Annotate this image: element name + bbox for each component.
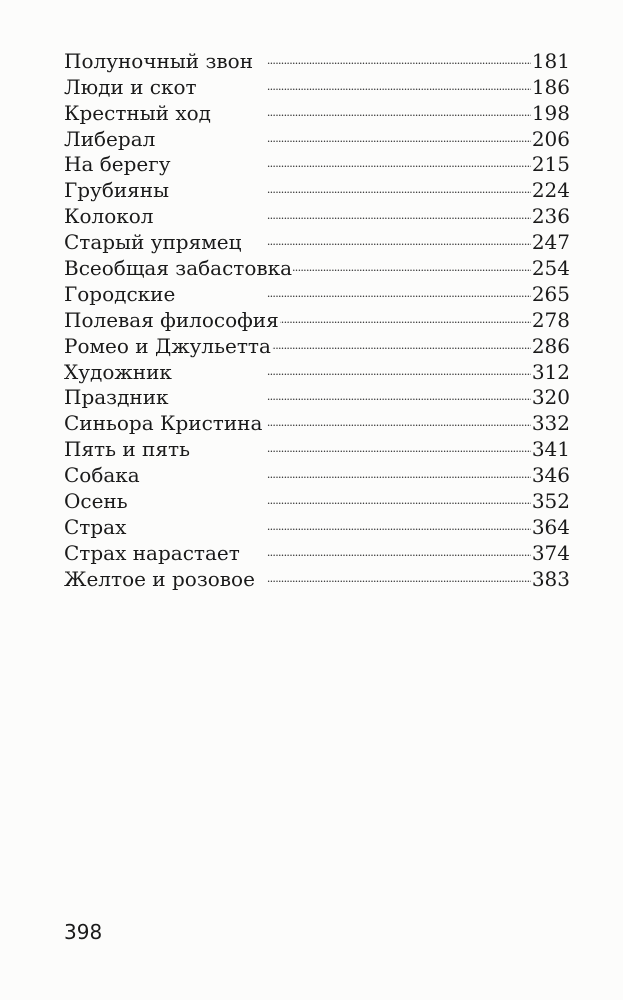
dot-leader [129, 482, 531, 508]
dot-leader [280, 301, 531, 327]
dot-leader [170, 379, 531, 405]
toc-entry-page: 374 [531, 540, 570, 565]
toc-entry-page: 278 [531, 307, 570, 332]
dot-leader [156, 120, 530, 146]
toc-entry [64, 42, 570, 73]
toc-entry-page: 352 [531, 489, 570, 514]
toc-entry-title: Люди и скот [64, 74, 197, 99]
toc-entry-title: На берегу [64, 152, 171, 177]
toc-entry-page: 265 [531, 281, 570, 306]
toc-entry-title: Желтое и розовое [64, 566, 255, 591]
toc-entry-page: 332 [531, 411, 570, 436]
toc-entry-title: Синьора Кристина [64, 411, 263, 436]
toc-entry-title: Крестный ход [64, 100, 211, 125]
dot-leader [241, 534, 531, 560]
dot-leader [127, 508, 530, 534]
toc-entry [64, 534, 570, 565]
toc-entry-page: 254 [531, 256, 570, 281]
dot-leader [272, 327, 531, 353]
toc-entry-page: 383 [531, 566, 570, 591]
toc-entry-page: 198 [531, 100, 570, 125]
toc-entry-title: Пять и пять [64, 437, 190, 462]
dot-leader [256, 560, 531, 586]
dot-leader [263, 404, 530, 430]
dot-leader [155, 197, 531, 223]
dot-leader [141, 456, 531, 482]
toc-entry-page: 247 [531, 230, 570, 255]
toc-entry-title: Ромео и Джульетта [64, 333, 271, 358]
toc-entry-page: 320 [531, 385, 570, 410]
dot-leader [176, 275, 531, 301]
toc-entry-title: Всеобщая забастовка [64, 256, 293, 281]
toc-entry-page: 215 [531, 152, 570, 177]
toc-entry-page: 206 [531, 126, 570, 151]
toc-entry-title: Праздник [64, 385, 169, 410]
dot-leader [242, 223, 530, 249]
dot-leader [171, 146, 530, 172]
toc-entry-title: Старый упрямец [64, 230, 242, 255]
toc-entry-title: Колокол [64, 204, 154, 229]
dot-leader [191, 430, 531, 456]
dot-leader [173, 353, 531, 379]
toc-entry-title: Либерал [64, 126, 156, 151]
toc-entry-page: 186 [531, 74, 570, 99]
dot-leader [293, 249, 531, 275]
toc-entry-page: 312 [531, 359, 570, 384]
toc-entry-title: Грубияны [64, 178, 170, 203]
toc-entry-title: Страх [64, 514, 127, 539]
toc-entry-page: 346 [531, 463, 570, 488]
toc-entry-page: 224 [531, 178, 570, 203]
toc-entry [64, 508, 570, 539]
dot-leader [212, 94, 531, 120]
toc-entry-title: Страх нарастает [64, 540, 240, 565]
page-number: 398 [64, 920, 103, 944]
table-of-contents [64, 42, 570, 591]
toc-entry-page: 236 [531, 204, 570, 229]
toc-entry-title: Художник [64, 359, 172, 384]
toc-entry-title: Городские [64, 281, 176, 306]
toc-entry-page: 341 [531, 437, 570, 462]
toc-entry-title: Полуночный звон [64, 48, 254, 73]
toc-entry-page: 364 [531, 514, 570, 539]
toc-entry-page: 181 [531, 48, 570, 73]
dot-leader [254, 42, 531, 68]
toc-entry [64, 482, 570, 514]
toc-entry [64, 456, 570, 488]
dot-leader [198, 68, 531, 94]
dot-leader [170, 171, 531, 197]
toc-entry-title: Собака [64, 463, 140, 488]
toc-entry-title: Полевая философия [64, 307, 279, 332]
toc-entry-page: 286 [531, 333, 570, 358]
toc-entry-title: Осень [64, 489, 128, 514]
